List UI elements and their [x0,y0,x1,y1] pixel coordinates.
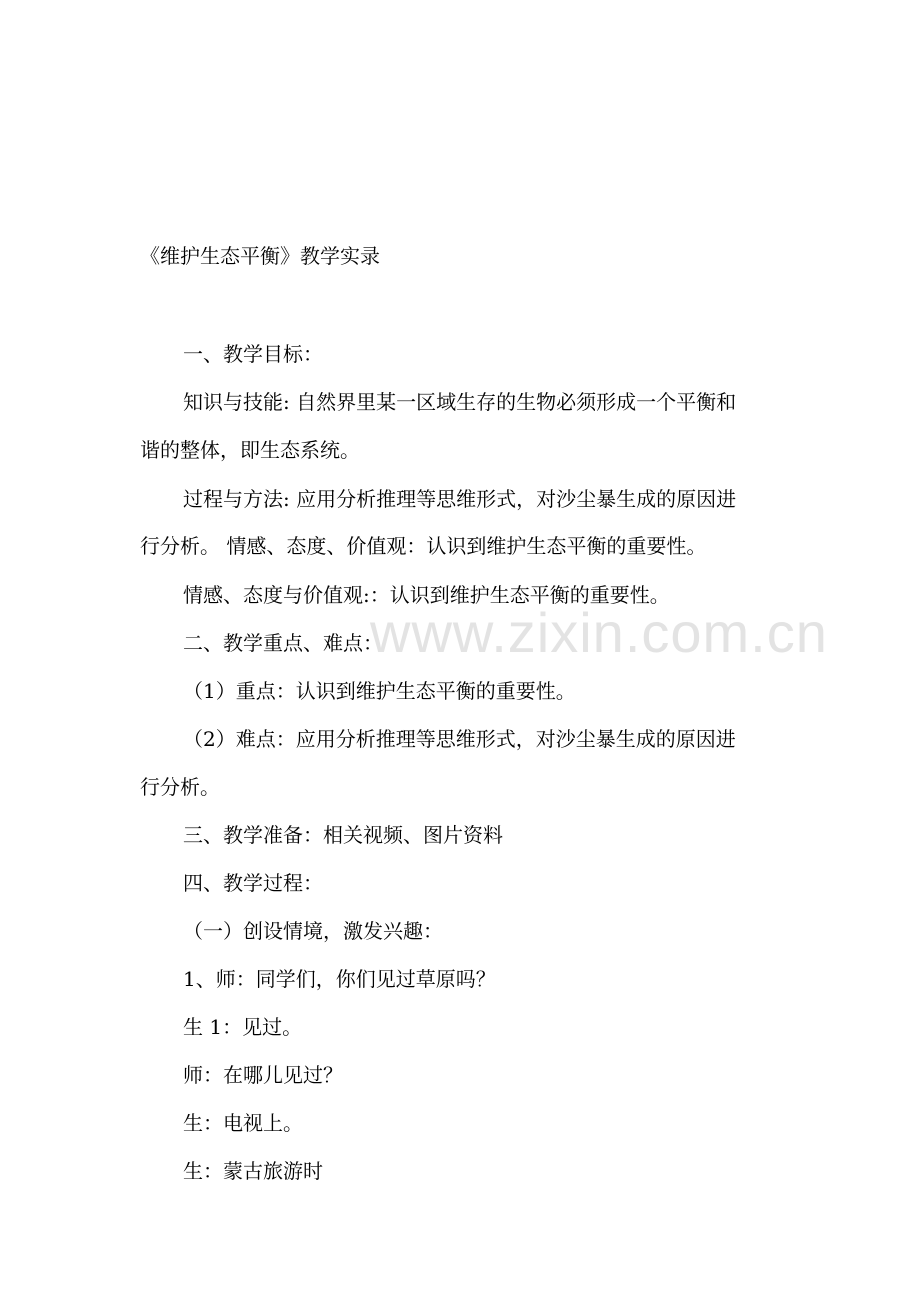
dialogue-line: 1、师：同学们，你们见过草原吗？ [183,967,496,991]
section-heading-preparation: 三、教学准备：相关视频、图片资料 [183,823,503,847]
paragraph-line: 过程与方法: 应用分析推理等思维形式，对沙尘暴生成的原因进 [183,487,737,511]
subsection-heading: （一）创设情境，激发兴趣： [183,919,443,943]
paragraph-line: （1）重点：认识到维护生态平衡的重要性。 [183,679,576,703]
section-heading-objectives: 一、教学目标： [183,342,323,366]
dialogue-line: 生：电视上。 [183,1111,303,1135]
paragraph-line: 知识与技能: 自然界里某一区域生存的生物必须形成一个平衡和 [183,390,737,414]
paragraph-line: 行分析。 情感、态度、价值观：认识到维护生态平衡的重要性。 [140,534,707,558]
paragraph-line: 情感、态度与价值观:：认识到维护生态平衡的重要性。 [183,583,670,607]
document-title: 《维护生态平衡》教学实录 [140,244,380,268]
dialogue-line: 生：蒙古旅游时 [183,1159,323,1183]
paragraph-line: （2）难点：应用分析推理等思维形式，对沙尘暴生成的原因进 [183,727,736,751]
paragraph-line: 行分析。 [140,775,220,799]
dialogue-line: 师：在哪儿见过？ [183,1063,343,1087]
section-heading-process: 四、教学过程： [183,871,323,895]
dialogue-line: 生 1：见过。 [183,1015,303,1039]
paragraph-line: 谐的整体，即生态系统。 [140,438,360,462]
watermark: www.zixin.com.cn [370,601,828,664]
section-heading-key-points: 二、教学重点、难点： [183,631,383,655]
